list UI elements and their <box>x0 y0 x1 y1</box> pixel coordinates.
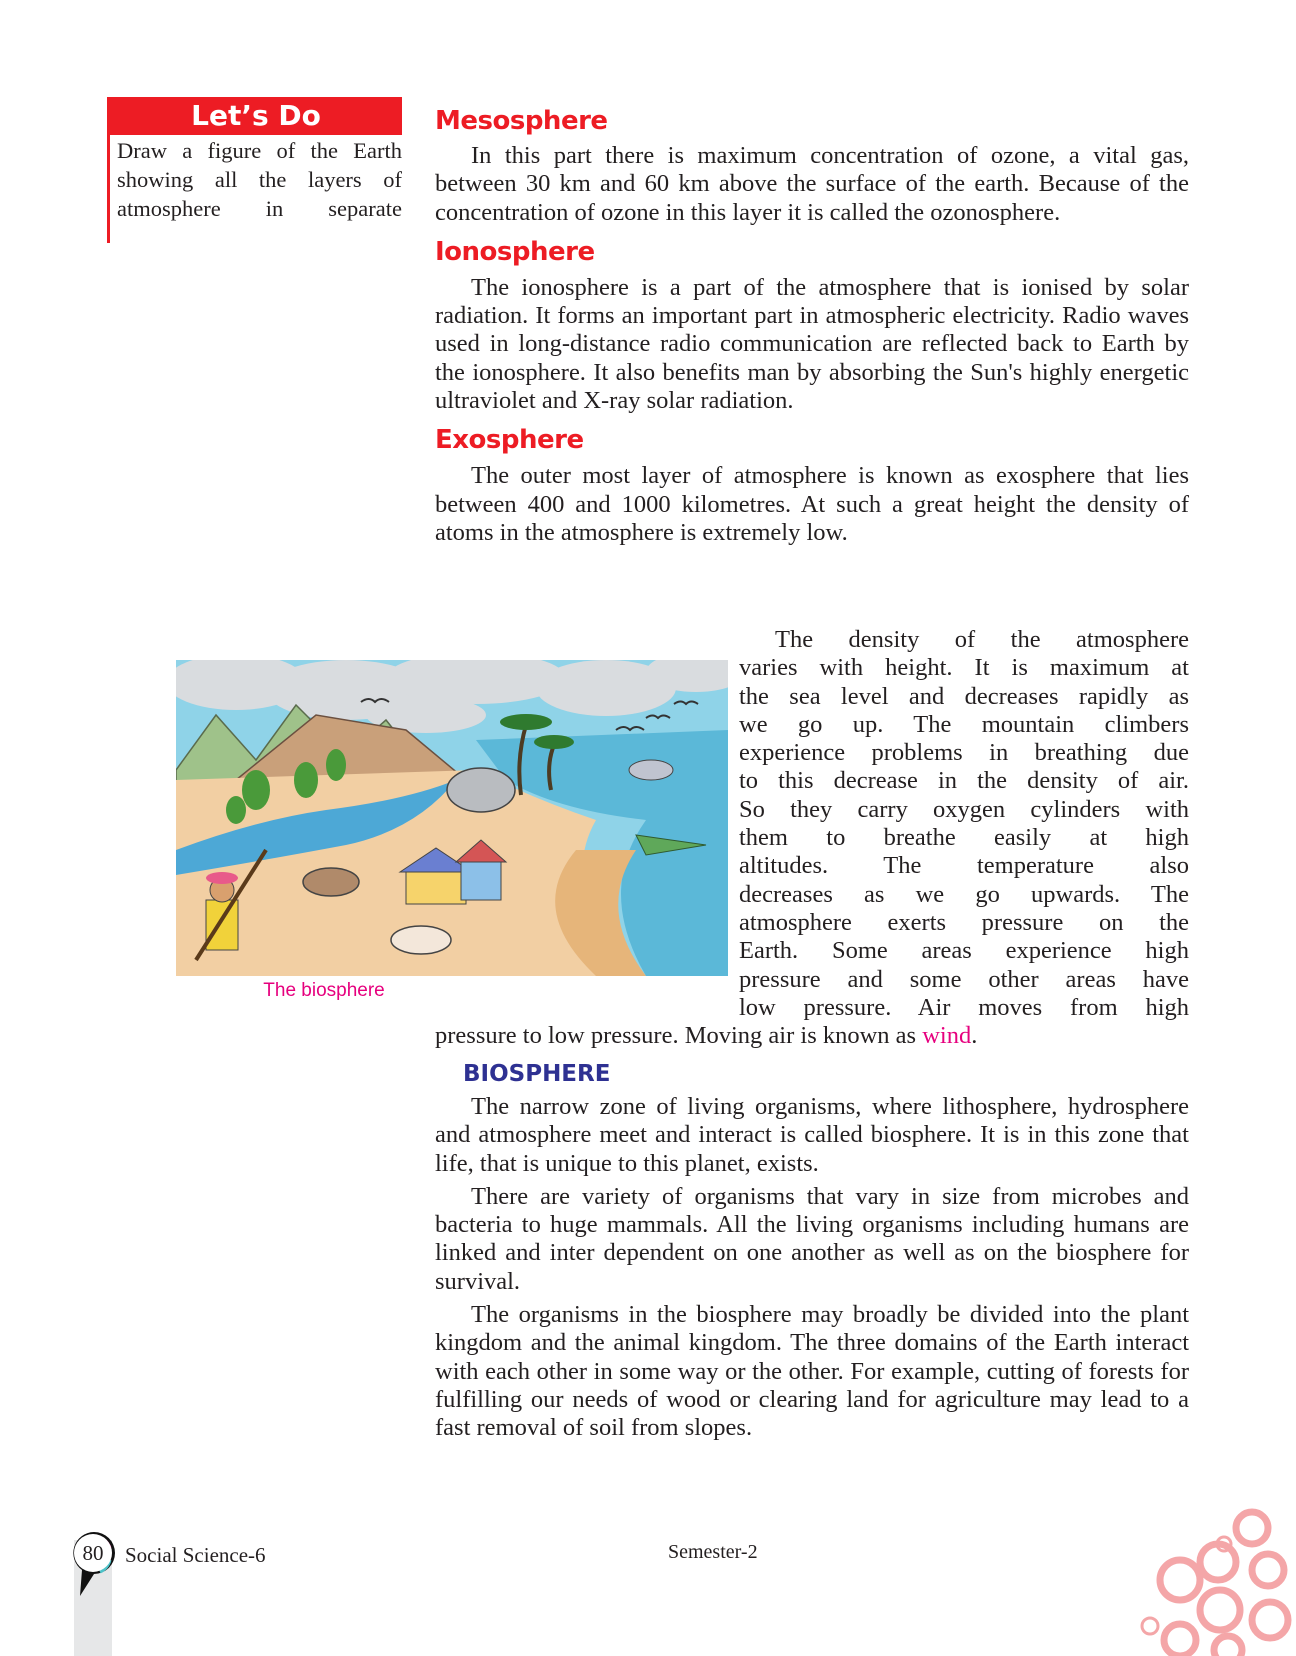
exosphere-heading: Exosphere <box>435 425 584 456</box>
density-line: atmosphere exerts pressure on the <box>739 908 1189 936</box>
density-line: to this decrease in the density of air. <box>739 767 1189 795</box>
density-line: experience problems in breathing due <box>739 739 1189 767</box>
biosphere-illustration <box>176 660 728 976</box>
figure-caption: The biosphere <box>263 980 385 1001</box>
density-line: So they carry oxygen cylinders with <box>739 795 1189 823</box>
page-number: 80 <box>74 1534 112 1572</box>
upper-column <box>435 104 1189 547</box>
biosphere-paragraph-1: The narrow zone of living organisms, where lithosphere, hydrosphere and atmosphere meet and interact is called biosphere. It is in this zone that life, that is unique to this planet, exists. <box>435 1093 1189 1177</box>
density-line: decreases as we go upwards. The <box>739 880 1189 908</box>
density-line: pressure and some other areas have <box>739 965 1189 993</box>
mesosphere-heading: Mesosphere <box>435 106 608 136</box>
density-line: we go up. The mountain climbers <box>739 710 1189 738</box>
cow-icon <box>391 926 451 954</box>
biosphere-paragraph-2: There are variety of organisms that vary in size from microbes and bacteria to huge mammals. All the living organisms including humans are linked and inter dependent on one another as well as on the biosphere for survival. <box>435 1182 1189 1295</box>
lets-do-text: Draw a figure of the Earth showing all the layers of atmosphere in separate <box>117 138 402 221</box>
footer-subject: Social Science-6 <box>125 1543 266 1567</box>
page-number-badge <box>72 1530 118 1600</box>
density-line: Earth. Some areas experience high <box>739 937 1189 965</box>
decorative-circles <box>1120 1500 1296 1656</box>
lets-do-box <box>107 97 402 243</box>
horse-icon <box>303 868 359 896</box>
biosphere-heading: BIOSPHERE <box>463 1061 611 1087</box>
density-line: them to breathe easily at high <box>739 824 1189 852</box>
ionosphere-heading: Ionosphere <box>435 236 595 267</box>
biosphere-paragraph-3: The organisms in the biosphere may broadly be divided into the plant kingdom and the animal kingdom. The three domains of the Earth interact with each other in some way or the other. For example, cutting of forests for fulfilling our needs of wood or clearing land for agriculture may lead to a fast removal of soil from slopes. <box>435 1301 1189 1442</box>
density-line: varies with height. It is maximum at <box>739 654 1189 682</box>
exosphere-paragraph: The outer most layer of atmosphere is known as exosphere that lies between 400 and 1000 kilometres. At such a great height the density of atoms in the atmosphere is extremely low. <box>435 462 1189 546</box>
footer-semester: Semester-2 <box>668 1541 758 1563</box>
elephant-icon <box>447 768 515 812</box>
density-line: The density of the atmosphere <box>775 626 1189 653</box>
density-line: low pressure. Air moves from high <box>739 993 1189 1021</box>
biosphere-section <box>435 1059 1189 1443</box>
density-line: altitudes. The temperature also <box>739 852 1189 880</box>
density-last-line: pressure to low pressure. Moving air is known as wind. <box>435 1022 978 1049</box>
density-line: the sea level and decreases rapidly as <box>739 682 1189 710</box>
ionosphere-paragraph: The ionosphere is a part of the atmosphere that is ionised by solar radiation. It forms an important part in atmospheric electricity. Radio waves used in long-distance radio communication are reflected back to Earth by the ionosphere. It also benefits man by absorbing the Sun's highly energetic ultraviolet and X-ray solar radiation. <box>435 273 1189 415</box>
mesosphere-paragraph: In this part there is maximum concentration of ozone, a vital gas, between 30 km and 60 km above the surface of the earth. Because of the concentration of ozone in this layer it is called the ozonosphere. <box>435 142 1189 226</box>
wind-term: wind <box>922 1022 972 1049</box>
lets-do-title: Let’s Do <box>110 97 402 135</box>
fish-icon <box>629 760 673 780</box>
